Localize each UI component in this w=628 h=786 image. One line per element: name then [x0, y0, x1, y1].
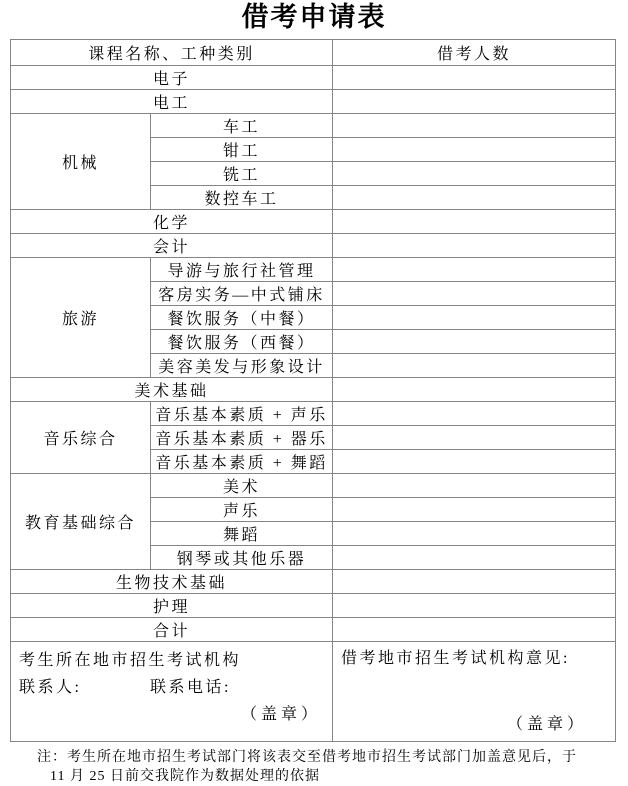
borrow-count-cell	[333, 282, 616, 306]
borrow-count-cell	[333, 570, 616, 594]
course-label: 客房实务—中式铺床	[151, 282, 333, 306]
table-body	[11, 66, 616, 642]
table-row	[11, 66, 616, 90]
group-label: 旅游	[11, 258, 151, 378]
course-label: 餐饮服务（中餐）	[151, 306, 333, 330]
course-label: 音乐基本素质 + 声乐	[151, 402, 333, 426]
borrow-count-cell	[333, 330, 616, 354]
host-org-opinion-cell	[333, 642, 616, 742]
course-label: 声乐	[151, 498, 333, 522]
course-label: 护理	[11, 594, 333, 618]
borrow-count-cell	[333, 258, 616, 282]
borrow-count-cell	[333, 402, 616, 426]
contact-person-label: 联系人:	[19, 679, 82, 696]
borrow-count-cell	[333, 90, 616, 114]
course-label: 数控车工	[151, 186, 333, 210]
borrow-count-cell	[333, 354, 616, 378]
course-label: 导游与旅行社管理	[151, 258, 333, 282]
course-label: 音乐基本素质 + 器乐	[151, 426, 333, 450]
group-label: 教育基础综合	[11, 474, 151, 570]
table-row	[11, 234, 616, 258]
host-seal-label: （盖章）	[507, 716, 588, 733]
footer-row	[11, 642, 616, 742]
course-label: 电子	[11, 66, 333, 90]
column-header-borrow-count: 借考人数	[333, 40, 616, 66]
borrow-count-cell	[333, 162, 616, 186]
table-row	[11, 594, 616, 618]
contact-phone-label: 联系电话:	[149, 679, 231, 696]
borrow-count-cell	[333, 234, 616, 258]
course-label: 舞蹈	[151, 522, 333, 546]
origin-org-label: 考生所在地市招生考试机构	[19, 652, 242, 669]
table-row	[11, 378, 616, 402]
course-label: 美容美发与形象设计	[151, 354, 333, 378]
borrow-count-cell	[333, 426, 616, 450]
origin-seal-label: （盖章）	[241, 706, 322, 723]
borrow-count-cell	[333, 450, 616, 474]
footnote	[37, 748, 595, 786]
course-label: 钳工	[151, 138, 333, 162]
application-table	[10, 39, 616, 742]
host-org-opinion-label: 借考地市招生考试机构意见:	[341, 650, 570, 667]
contact-line	[19, 674, 324, 701]
footnote-line-1: 注：考生所在地市招生考试部门将该表交至借考地市招生考试部门加盖意见后，于	[37, 750, 577, 765]
column-header-course-category: 课程名称、工种类别	[11, 40, 333, 66]
borrow-count-cell	[333, 114, 616, 138]
course-label: 铣工	[151, 162, 333, 186]
course-label: 音乐基本素质 + 舞蹈	[151, 450, 333, 474]
course-label: 电工	[11, 90, 333, 114]
document-page	[0, 2, 628, 784]
borrow-count-cell	[333, 618, 616, 642]
group-label: 机械	[11, 114, 151, 210]
table-row	[11, 258, 616, 282]
borrow-count-cell	[333, 378, 616, 402]
borrow-count-cell	[333, 66, 616, 90]
borrow-count-cell	[333, 474, 616, 498]
course-label: 美术	[151, 474, 333, 498]
table-row	[11, 402, 616, 426]
borrow-count-cell	[333, 186, 616, 210]
borrow-count-cell	[333, 546, 616, 570]
footnote-line-2: 11 月 25 日前交我院作为数据处理的依据	[50, 769, 320, 784]
page-title: 借考申请表	[241, 2, 387, 32]
course-label: 餐饮服务（西餐）	[151, 330, 333, 354]
borrow-count-cell	[333, 594, 616, 618]
group-label: 音乐综合	[11, 402, 151, 474]
header-row	[11, 40, 616, 66]
borrow-count-cell	[333, 522, 616, 546]
table-row	[11, 90, 616, 114]
course-label: 会计	[11, 234, 333, 258]
course-label: 钢琴或其他乐器	[151, 546, 333, 570]
table-row	[11, 618, 616, 642]
course-label: 车工	[151, 114, 333, 138]
table-row	[11, 570, 616, 594]
course-label: 合计	[11, 618, 333, 642]
course-label: 生物技术基础	[11, 570, 333, 594]
course-label: 化学	[11, 210, 333, 234]
table-row	[11, 114, 616, 138]
table-row	[11, 210, 616, 234]
borrow-count-cell	[333, 498, 616, 522]
origin-org-cell	[11, 642, 333, 742]
course-label: 美术基础	[11, 378, 333, 402]
table-row	[11, 474, 616, 498]
borrow-count-cell	[333, 306, 616, 330]
borrow-count-cell	[333, 210, 616, 234]
borrow-count-cell	[333, 138, 616, 162]
